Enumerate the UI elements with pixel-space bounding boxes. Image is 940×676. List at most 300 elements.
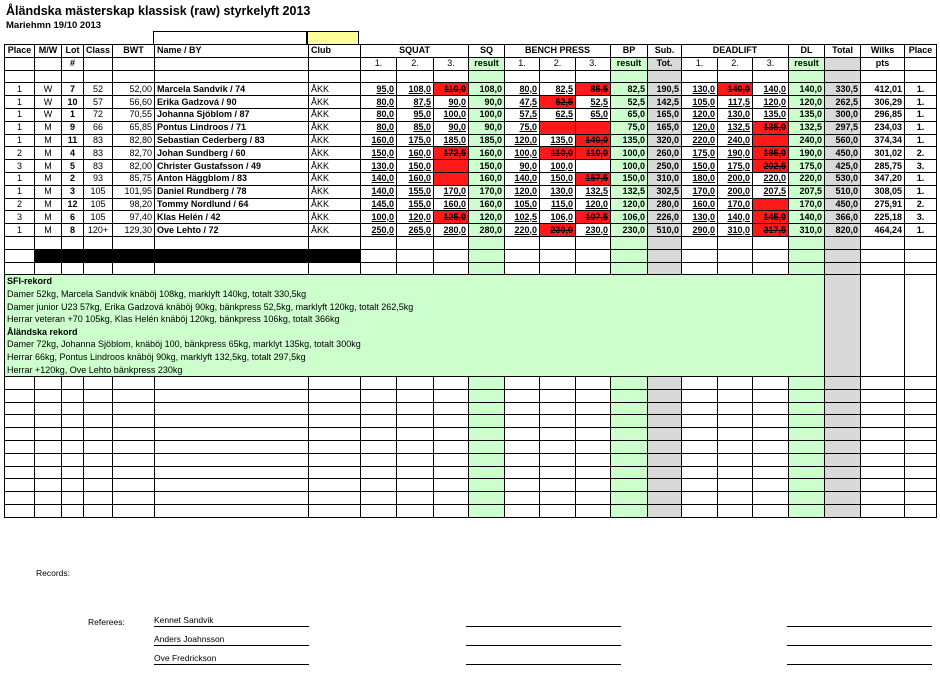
bench-attempt-1: 105,0 bbox=[505, 198, 540, 211]
place-cell: 1 bbox=[5, 224, 35, 237]
club-cell: ÅKK bbox=[309, 160, 361, 173]
empty-cell bbox=[113, 249, 155, 262]
empty-cell bbox=[905, 479, 937, 492]
squat-attempt-2: 120,0 bbox=[397, 211, 434, 224]
empty-cell bbox=[505, 441, 540, 454]
deadlift-result: 190,0 bbox=[789, 147, 825, 160]
bench-attempt-3: 230,0 bbox=[576, 224, 611, 237]
athlete-row bbox=[5, 147, 937, 160]
empty-cell bbox=[611, 466, 648, 479]
empty-cell bbox=[434, 428, 469, 441]
bench-attempt-2: 100,0 bbox=[540, 160, 576, 173]
empty-cell bbox=[648, 402, 682, 415]
squat-attempt-3: 172,5 bbox=[434, 147, 469, 160]
empty-cell bbox=[309, 466, 361, 479]
athlete-name: Ove Lehto / 72 bbox=[155, 224, 309, 237]
empty-cell bbox=[905, 402, 937, 415]
squat-attempt-2: 175,0 bbox=[397, 134, 434, 147]
empty-cell bbox=[540, 70, 576, 83]
empty-cell bbox=[718, 479, 753, 492]
empty-cell bbox=[84, 479, 113, 492]
empty-cell bbox=[753, 262, 789, 275]
sheet-subtitle: Mariehmn 19/10 2013 bbox=[6, 20, 102, 31]
empty-cell bbox=[397, 377, 434, 390]
class-cell: 120+ bbox=[84, 224, 113, 237]
lot-cell: 7 bbox=[62, 83, 84, 96]
empty-cell bbox=[469, 377, 505, 390]
empty-cell bbox=[905, 389, 937, 402]
empty-cell bbox=[753, 453, 789, 466]
bench-attempt-3: 110,0 bbox=[576, 147, 611, 160]
empty-cell bbox=[309, 505, 361, 518]
empty-row bbox=[5, 402, 937, 415]
empty-cell bbox=[155, 70, 309, 83]
club-cell: ÅKK bbox=[309, 185, 361, 198]
deadlift-attempt-1: 220,0 bbox=[682, 134, 718, 147]
athlete-name: Erika Gadzová / 90 bbox=[155, 96, 309, 109]
class-cell: 83 bbox=[84, 160, 113, 173]
header-blank bbox=[35, 57, 62, 70]
bench-attempt-3: 132,5 bbox=[576, 185, 611, 198]
wilks-cell: 374,34 bbox=[861, 134, 905, 147]
bodyweight-cell: 82,00 bbox=[113, 160, 155, 173]
gender-cell: M bbox=[35, 211, 62, 224]
empty-cell bbox=[469, 479, 505, 492]
empty-cell bbox=[397, 262, 434, 275]
empty-cell bbox=[35, 428, 62, 441]
athlete-name: Christer Gustafsson / 49 bbox=[155, 160, 309, 173]
empty-cell bbox=[35, 441, 62, 454]
empty-cell bbox=[155, 479, 309, 492]
empty-cell bbox=[309, 389, 361, 402]
class-cell: 66 bbox=[84, 121, 113, 134]
wilks-cell: 225,18 bbox=[861, 211, 905, 224]
deadlift-attempt-3: 120,0 bbox=[753, 96, 789, 109]
lot-cell: 3 bbox=[62, 185, 84, 198]
athlete-name: Anton Häggblom / 83 bbox=[155, 172, 309, 185]
empty-cell bbox=[84, 249, 113, 262]
squat-attempt-2: 85,0 bbox=[397, 121, 434, 134]
empty-cell bbox=[611, 70, 648, 83]
empty-cell bbox=[155, 466, 309, 479]
empty-cell bbox=[682, 236, 718, 249]
empty-cell bbox=[397, 453, 434, 466]
empty-cell bbox=[469, 453, 505, 466]
empty-cell bbox=[718, 249, 753, 262]
squat-attempt-1: 95,0 bbox=[361, 83, 397, 96]
deadlift-attempt-2: 132,5 bbox=[718, 121, 753, 134]
final-place-cell: 3. bbox=[905, 211, 937, 224]
empty-cell bbox=[505, 492, 540, 505]
empty-cell bbox=[35, 402, 62, 415]
signature-line bbox=[466, 664, 621, 665]
empty-cell bbox=[682, 415, 718, 428]
empty-row bbox=[5, 505, 937, 518]
empty-row bbox=[5, 236, 937, 249]
deadlift-result: 207,5 bbox=[789, 185, 825, 198]
deadlift-result: 140,0 bbox=[789, 211, 825, 224]
empty-cell bbox=[397, 441, 434, 454]
place-cell: 1 bbox=[5, 83, 35, 96]
empty-cell bbox=[905, 428, 937, 441]
empty-cell bbox=[361, 415, 397, 428]
empty-cell bbox=[825, 70, 861, 83]
notes-line: Herrar 66kg, Pontus Lindroos knäböj 90kg, marklyft 132,5kg, totalt 297,5kg bbox=[7, 351, 306, 362]
empty-cell bbox=[753, 441, 789, 454]
empty-cell bbox=[35, 505, 62, 518]
class-cell: 105 bbox=[84, 211, 113, 224]
bench-attempt-3: 140,0 bbox=[576, 134, 611, 147]
wilks-cell: 464,24 bbox=[861, 224, 905, 237]
empty-cell bbox=[576, 249, 611, 262]
empty-cell bbox=[5, 249, 35, 262]
club-cell: ÅKK bbox=[309, 147, 361, 160]
empty-cell bbox=[789, 236, 825, 249]
empty-cell bbox=[155, 453, 309, 466]
empty-cell bbox=[309, 479, 361, 492]
empty-cell bbox=[397, 415, 434, 428]
bench-attempt-1: 57,5 bbox=[505, 108, 540, 121]
bench-result: 75,0 bbox=[611, 121, 648, 134]
bench-attempt-3: 120,0 bbox=[576, 198, 611, 211]
final-place-cell: 1. bbox=[905, 134, 937, 147]
bench-attempt-1: 75,0 bbox=[505, 121, 540, 134]
bench-result: 65,0 bbox=[611, 108, 648, 121]
wilks-cell: 347,20 bbox=[861, 172, 905, 185]
signature-line bbox=[787, 626, 932, 627]
empty-cell bbox=[718, 389, 753, 402]
empty-cell bbox=[648, 70, 682, 83]
gender-cell: M bbox=[35, 134, 62, 147]
empty-cell bbox=[753, 466, 789, 479]
empty-cell bbox=[540, 389, 576, 402]
empty-cell bbox=[62, 249, 84, 262]
empty-cell bbox=[825, 505, 861, 518]
referee-1: Kennet Sandvik bbox=[154, 614, 309, 627]
squat-attempt-3: 280,0 bbox=[434, 224, 469, 237]
squat-result: 280,0 bbox=[469, 224, 505, 237]
athlete-name: Johan Sundberg / 60 bbox=[155, 147, 309, 160]
class-cell: 83 bbox=[84, 134, 113, 147]
deadlift-attempt-2: 240,0 bbox=[718, 134, 753, 147]
empty-cell bbox=[682, 70, 718, 83]
empty-cell bbox=[718, 377, 753, 390]
empty-cell bbox=[434, 249, 469, 262]
bodyweight-cell: 56,60 bbox=[113, 96, 155, 109]
header-dl-2: 2. bbox=[718, 57, 753, 70]
bodyweight-cell: 98,20 bbox=[113, 198, 155, 211]
athlete-name: Sebastian Cederberg / 83 bbox=[155, 134, 309, 147]
header-place: Place bbox=[5, 45, 35, 58]
squat-attempt-1: 80,0 bbox=[361, 108, 397, 121]
squat-attempt-1: 130,0 bbox=[361, 160, 397, 173]
bodyweight-cell: 101,95 bbox=[113, 185, 155, 198]
header-sq-2: 2. bbox=[397, 57, 434, 70]
empty-cell bbox=[825, 415, 861, 428]
athlete-row bbox=[5, 172, 937, 185]
header-place2: Place bbox=[905, 45, 937, 58]
club-cell: ÅKK bbox=[309, 224, 361, 237]
squat-attempt-2: 95,0 bbox=[397, 108, 434, 121]
final-place-cell: 1. bbox=[905, 96, 937, 109]
empty-cell bbox=[5, 70, 35, 83]
empty-cell bbox=[84, 466, 113, 479]
lot-cell: 10 bbox=[62, 96, 84, 109]
header-row-2 bbox=[5, 57, 937, 70]
squat-result: 90,0 bbox=[469, 96, 505, 109]
empty-cell bbox=[905, 453, 937, 466]
header-class: Class bbox=[84, 45, 113, 58]
empty-cell bbox=[361, 402, 397, 415]
empty-cell bbox=[682, 262, 718, 275]
empty-cell bbox=[434, 453, 469, 466]
empty-cell bbox=[84, 236, 113, 249]
empty-cell bbox=[84, 441, 113, 454]
subtotal-cell: 226,0 bbox=[648, 211, 682, 224]
empty-cell bbox=[434, 262, 469, 275]
empty-cell bbox=[113, 70, 155, 83]
empty-cell bbox=[789, 453, 825, 466]
athlete-name: Pontus Lindroos / 71 bbox=[155, 121, 309, 134]
empty-cell bbox=[113, 505, 155, 518]
empty-cell bbox=[397, 466, 434, 479]
squat-attempt-1: 140,0 bbox=[361, 172, 397, 185]
results-body bbox=[5, 45, 937, 518]
notes-heading: Åländska rekord bbox=[7, 326, 78, 337]
athlete-row bbox=[5, 134, 937, 147]
empty-cell bbox=[611, 492, 648, 505]
subtotal-cell: 142,5 bbox=[648, 96, 682, 109]
bench-attempt-2: 110,0 bbox=[540, 147, 576, 160]
empty-cell bbox=[861, 428, 905, 441]
squat-attempt-3: 110,0 bbox=[434, 83, 469, 96]
bench-attempt-3 bbox=[576, 160, 611, 173]
empty-cell bbox=[576, 492, 611, 505]
header-blank bbox=[5, 57, 35, 70]
header-lot-sub: # bbox=[62, 57, 84, 70]
subtotal-cell: 190,5 bbox=[648, 83, 682, 96]
squat-result: 170,0 bbox=[469, 185, 505, 198]
deadlift-attempt-3: 145,0 bbox=[753, 211, 789, 224]
empty-cell bbox=[905, 236, 937, 249]
empty-cell bbox=[540, 249, 576, 262]
empty-cell bbox=[576, 479, 611, 492]
total-cell: 510,0 bbox=[825, 185, 861, 198]
empty-cell bbox=[825, 428, 861, 441]
empty-cell bbox=[505, 428, 540, 441]
empty-cell bbox=[789, 428, 825, 441]
empty-cell bbox=[113, 377, 155, 390]
empty-cell bbox=[861, 236, 905, 249]
club-cell: ÅKK bbox=[309, 108, 361, 121]
empty-cell bbox=[753, 249, 789, 262]
deadlift-attempt-1: 130,0 bbox=[682, 211, 718, 224]
empty-cell bbox=[611, 505, 648, 518]
empty-cell bbox=[718, 70, 753, 83]
place-cell: 1 bbox=[5, 172, 35, 185]
total-cell: 262,5 bbox=[825, 96, 861, 109]
empty-cell bbox=[789, 505, 825, 518]
place-cell: 1 bbox=[5, 96, 35, 109]
place-cell: 3 bbox=[5, 211, 35, 224]
header-total: Total bbox=[825, 45, 861, 58]
empty-cell bbox=[905, 249, 937, 262]
empty-cell bbox=[789, 466, 825, 479]
header-sub-tot: Tot. bbox=[648, 57, 682, 70]
bench-attempt-2: 115,0 bbox=[540, 198, 576, 211]
header-bp-result: result bbox=[611, 57, 648, 70]
deadlift-attempt-3: 220,0 bbox=[753, 172, 789, 185]
empty-cell bbox=[576, 377, 611, 390]
deadlift-result: 240,0 bbox=[789, 134, 825, 147]
empty-cell bbox=[540, 441, 576, 454]
empty-cell bbox=[309, 402, 361, 415]
empty-cell bbox=[84, 70, 113, 83]
subtotal-cell: 280,0 bbox=[648, 198, 682, 211]
empty-cell bbox=[361, 377, 397, 390]
results-table bbox=[4, 44, 937, 518]
empty-cell bbox=[309, 441, 361, 454]
deadlift-attempt-1: 105,0 bbox=[682, 96, 718, 109]
bench-attempt-1: 90,0 bbox=[505, 160, 540, 173]
club-cell: ÅKK bbox=[309, 134, 361, 147]
empty-cell bbox=[505, 415, 540, 428]
bench-attempt-2: 230,0 bbox=[540, 224, 576, 237]
squat-result: 185,0 bbox=[469, 134, 505, 147]
squat-attempt-3 bbox=[434, 160, 469, 173]
bench-attempt-2: 62,5 bbox=[540, 108, 576, 121]
header-dl-3: 3. bbox=[753, 57, 789, 70]
header-blank bbox=[825, 57, 861, 70]
empty-row bbox=[5, 377, 937, 390]
empty-cell bbox=[753, 505, 789, 518]
squat-attempt-2: 108,0 bbox=[397, 83, 434, 96]
gender-cell: W bbox=[35, 83, 62, 96]
empty-cell bbox=[309, 428, 361, 441]
empty-cell bbox=[309, 453, 361, 466]
empty-cell bbox=[718, 453, 753, 466]
empty-cell bbox=[576, 415, 611, 428]
empty-cell bbox=[682, 249, 718, 262]
empty-cell bbox=[113, 466, 155, 479]
bench-attempt-2: 150,0 bbox=[540, 172, 576, 185]
empty-cell bbox=[5, 402, 35, 415]
empty-cell bbox=[753, 236, 789, 249]
squat-attempt-3: 185,0 bbox=[434, 134, 469, 147]
empty-cell bbox=[648, 377, 682, 390]
class-cell: 83 bbox=[84, 147, 113, 160]
total-cell: 450,0 bbox=[825, 198, 861, 211]
bench-attempt-1: 100,0 bbox=[505, 147, 540, 160]
final-place-cell: 1. bbox=[905, 224, 937, 237]
place-cell: 1 bbox=[5, 108, 35, 121]
bodyweight-cell: 65,85 bbox=[113, 121, 155, 134]
empty-cell bbox=[397, 492, 434, 505]
empty-cell bbox=[540, 466, 576, 479]
bench-attempt-1: 80,0 bbox=[505, 83, 540, 96]
empty-cell bbox=[753, 479, 789, 492]
empty-cell bbox=[789, 479, 825, 492]
empty-cell bbox=[648, 505, 682, 518]
deadlift-attempt-3: 140,0 bbox=[753, 83, 789, 96]
total-cell: 530,0 bbox=[825, 172, 861, 185]
empty-cell bbox=[469, 389, 505, 402]
bodyweight-cell: 97,40 bbox=[113, 211, 155, 224]
notes-line: Herrar veteran +70 105kg, Klas Helén knäböj 120kg, bänkpress 106kg, totalt 366kg bbox=[7, 314, 340, 325]
empty-cell bbox=[861, 262, 905, 275]
empty-cell bbox=[5, 236, 35, 249]
empty-cell bbox=[825, 377, 861, 390]
empty-cell bbox=[113, 402, 155, 415]
deadlift-attempt-1: 160,0 bbox=[682, 198, 718, 211]
squat-attempt-3: 160,0 bbox=[434, 198, 469, 211]
final-place-cell: 1. bbox=[905, 121, 937, 134]
bodyweight-cell: 70,55 bbox=[113, 108, 155, 121]
empty-cell bbox=[576, 236, 611, 249]
empty-row bbox=[5, 441, 937, 454]
empty-cell bbox=[35, 466, 62, 479]
total-cell: 330,5 bbox=[825, 83, 861, 96]
bench-result: 100,0 bbox=[611, 147, 648, 160]
empty-cell bbox=[469, 262, 505, 275]
bench-result: 135,0 bbox=[611, 134, 648, 147]
header-sq-1: 1. bbox=[361, 57, 397, 70]
empty-cell bbox=[361, 262, 397, 275]
empty-cell bbox=[397, 402, 434, 415]
squat-attempt-3: 90,0 bbox=[434, 96, 469, 109]
club-cell: ÅKK bbox=[309, 121, 361, 134]
empty-cell bbox=[505, 70, 540, 83]
empty-cell bbox=[84, 428, 113, 441]
empty-cell bbox=[611, 441, 648, 454]
club-cell: ÅKK bbox=[309, 96, 361, 109]
empty-cell bbox=[469, 441, 505, 454]
bench-attempt-2: 52,5 bbox=[540, 96, 576, 109]
empty-cell bbox=[35, 453, 62, 466]
empty-cell bbox=[469, 402, 505, 415]
gender-cell: M bbox=[35, 172, 62, 185]
deadlift-attempt-2: 130,0 bbox=[718, 108, 753, 121]
empty-cell bbox=[611, 453, 648, 466]
empty-cell bbox=[540, 236, 576, 249]
squat-result: 160,0 bbox=[469, 172, 505, 185]
empty-cell bbox=[469, 505, 505, 518]
gender-cell: W bbox=[35, 96, 62, 109]
empty-cell bbox=[62, 492, 84, 505]
empty-cell bbox=[35, 479, 62, 492]
empty-cell bbox=[155, 441, 309, 454]
empty-cell bbox=[35, 249, 62, 262]
empty-cell bbox=[434, 492, 469, 505]
bench-result: 52,5 bbox=[611, 96, 648, 109]
empty-cell bbox=[789, 389, 825, 402]
empty-cell bbox=[309, 262, 361, 275]
empty-cell bbox=[155, 377, 309, 390]
empty-cell bbox=[682, 466, 718, 479]
gender-cell: W bbox=[35, 108, 62, 121]
bodyweight-cell: 52,00 bbox=[113, 83, 155, 96]
empty-cell bbox=[576, 389, 611, 402]
notes-row bbox=[5, 275, 937, 377]
bench-attempt-3: 65,0 bbox=[576, 108, 611, 121]
empty-cell bbox=[611, 389, 648, 402]
notes-heading: SFI-rekord bbox=[7, 276, 53, 287]
subtotal-cell: 310,0 bbox=[648, 172, 682, 185]
empty-cell bbox=[540, 505, 576, 518]
athlete-name: Tommy Nordlund / 64 bbox=[155, 198, 309, 211]
empty-cell bbox=[718, 466, 753, 479]
class-cell: 72 bbox=[84, 108, 113, 121]
